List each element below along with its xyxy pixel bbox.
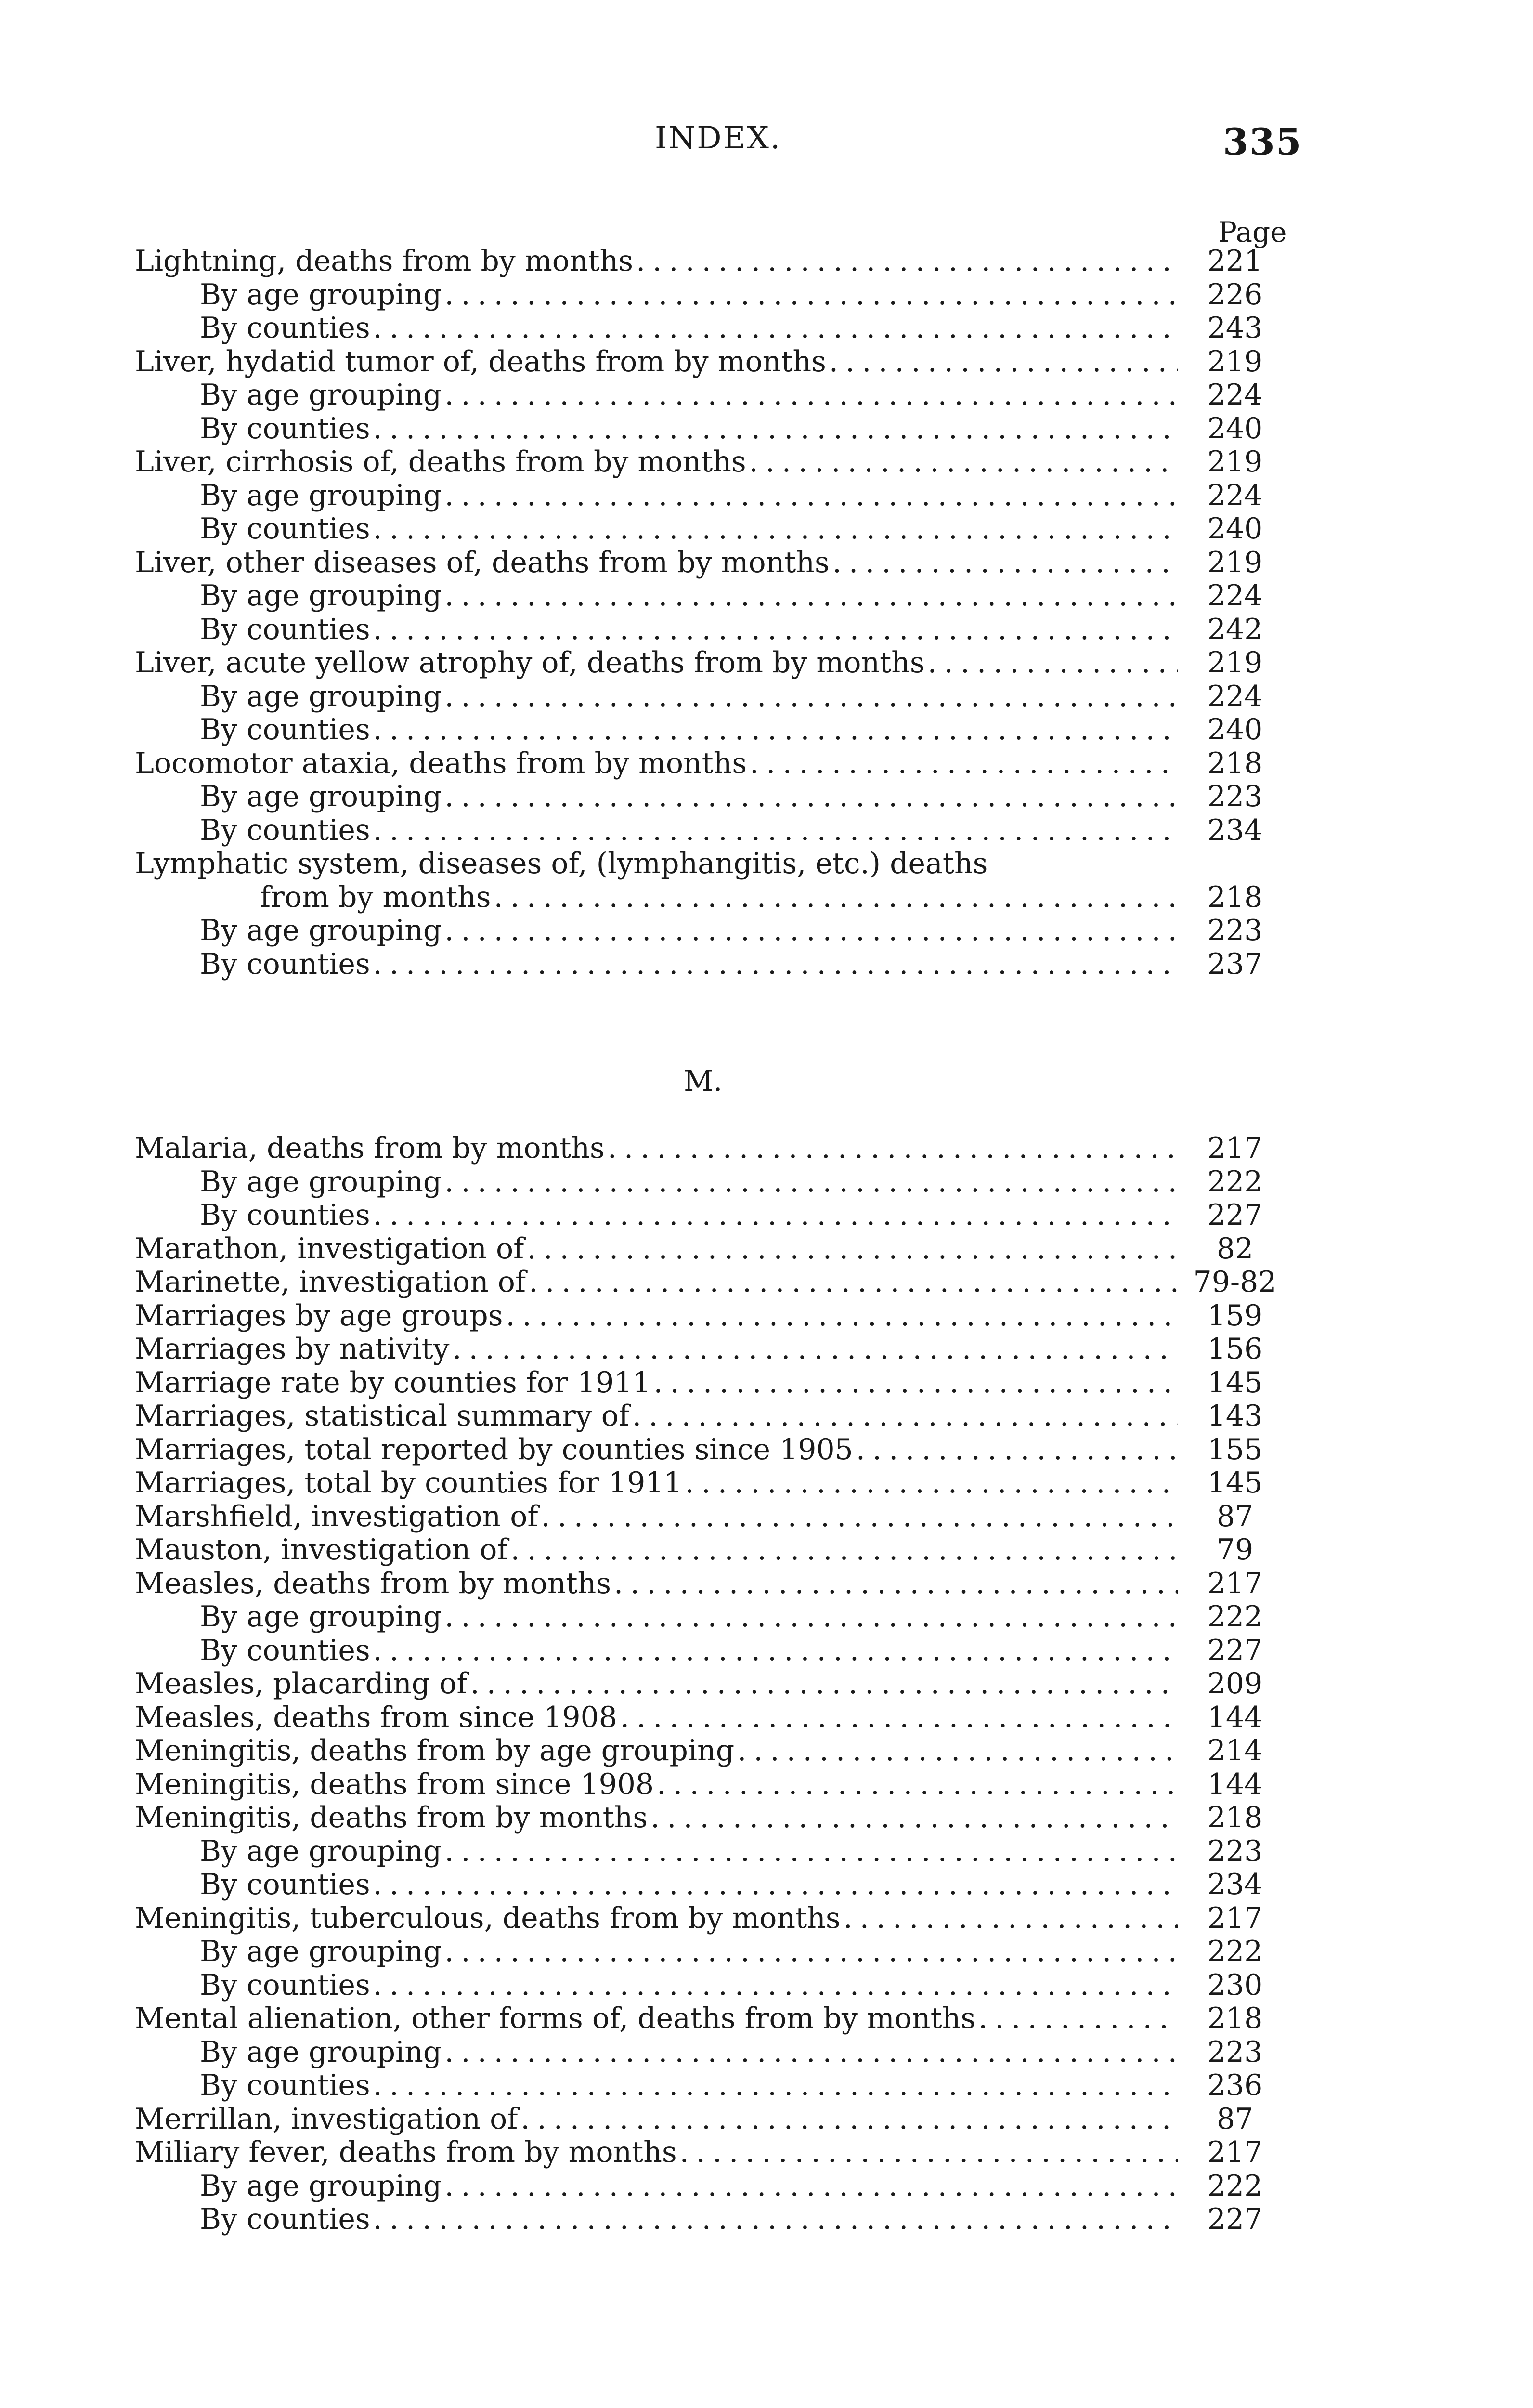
index-entry-text: By counties [200, 947, 370, 981]
index-entry-text: By age grouping [200, 1834, 442, 1868]
index-entry-text: Liver, acute yellow atrophy of, deaths from by months [135, 646, 925, 680]
index-entry-text: Marriages, total reported by counties since 1905 [135, 1432, 853, 1466]
dot-leader [444, 1835, 1178, 1869]
index-entry-page: 240 [1207, 512, 1263, 546]
index-entry-text: Liver, cirrhosis of, deaths from by months [135, 445, 746, 479]
index-entry-text: Measles, placarding of [135, 1667, 468, 1701]
index-entry [116, 1333, 1281, 1366]
index-entry-text: Measles, deaths from since 1908 [135, 1700, 617, 1734]
index-entry [116, 345, 1281, 379]
index-entry-text: Measles, deaths from by months [135, 1566, 611, 1600]
index-entry-page: 218 [1207, 880, 1263, 914]
dot-leader [978, 2002, 1178, 2036]
index-entry [116, 680, 1281, 714]
index-entry [116, 1868, 1281, 1902]
index-entry-page: 214 [1207, 1734, 1263, 1767]
dot-leader [632, 1400, 1178, 1433]
dot-leader [373, 1868, 1178, 1902]
dot-leader [373, 1969, 1178, 2002]
dot-leader [444, 479, 1178, 513]
index-entry [116, 1400, 1281, 1433]
index-entry [116, 814, 1281, 848]
index-entry-page: 222 [1207, 1600, 1263, 1634]
index-entry [116, 1835, 1281, 1869]
index-entry-text: By counties [200, 1968, 370, 2002]
index-entry-page: 224 [1207, 679, 1263, 713]
index-entry-page: 223 [1207, 2035, 1263, 2069]
dot-leader [541, 1500, 1178, 1534]
index-entry-text: By counties [200, 1868, 370, 1901]
index-entry-text: Mauston, investigation of [135, 1533, 508, 1567]
index-entry [116, 1600, 1281, 1634]
index-entry-page: 217 [1207, 2135, 1263, 2169]
index-entry [116, 2170, 1281, 2203]
dot-leader [506, 1299, 1178, 1333]
index-entry-page: 227 [1207, 1633, 1263, 1667]
index-entry-text: Meningitis, deaths from by months [135, 1801, 648, 1834]
index-entry-page: 223 [1207, 780, 1263, 813]
index-entry-page: 218 [1207, 746, 1263, 780]
dot-leader [470, 1667, 1178, 1701]
index-entry-text: By age grouping [200, 378, 442, 412]
dot-leader [844, 1902, 1178, 1936]
index-entry [116, 278, 1281, 312]
index-entry-text: By counties [200, 2202, 370, 2236]
index-entry-text: Marriages, total by counties for 1911 [135, 1466, 682, 1500]
dot-leader [444, 2036, 1178, 2069]
dot-leader [373, 412, 1178, 446]
index-entry [116, 412, 1281, 446]
index-entry [116, 1366, 1281, 1400]
index-entry-text: By age grouping [200, 2035, 442, 2069]
index-entry-page: 87 [1216, 1499, 1254, 1533]
dot-leader [749, 445, 1178, 479]
dot-leader [373, 512, 1178, 546]
dot-leader [373, 713, 1178, 747]
index-entry [116, 1634, 1281, 1668]
index-entry-page: 79 [1216, 1533, 1254, 1567]
dot-leader [527, 1232, 1178, 1266]
index-entry-text: By age grouping [200, 579, 442, 613]
dot-leader [373, 2069, 1178, 2103]
index-entry-page: 222 [1207, 1165, 1263, 1199]
index-entry-text: Meningitis, deaths from since 1908 [135, 1767, 654, 1801]
dot-leader [750, 747, 1178, 781]
index-entry-text: By age grouping [200, 478, 442, 512]
dot-leader [636, 245, 1178, 278]
dot-leader [373, 2203, 1178, 2237]
running-head: INDEX. [655, 120, 782, 156]
dot-leader [928, 646, 1178, 680]
index-entry [116, 2002, 1281, 2036]
index-entry-text: Malaria, deaths from by months [135, 1131, 605, 1165]
index-entry-page: 217 [1207, 1131, 1263, 1165]
dot-leader [737, 1734, 1178, 1768]
dot-leader [444, 680, 1178, 714]
dot-leader [614, 1567, 1178, 1601]
index-entry-page: 223 [1207, 914, 1263, 947]
index-entry-page: 82 [1216, 1231, 1254, 1266]
index-entry-text: Liver, other diseases of, deaths from by months [135, 545, 830, 579]
dot-leader [444, 278, 1178, 312]
index-entry-page: 217 [1207, 1901, 1263, 1935]
index-entry [116, 1701, 1281, 1735]
dot-leader [373, 948, 1178, 982]
index-entry [116, 1466, 1281, 1500]
index-entry-page: 236 [1207, 2068, 1263, 2102]
index-entry [116, 245, 1281, 278]
index-entry-page: 209 [1207, 1667, 1263, 1701]
index-entry-text: By age grouping [200, 2169, 442, 2203]
dot-leader [373, 1199, 1178, 1232]
dot-leader [511, 1533, 1178, 1567]
index-entry-page: 87 [1216, 2102, 1254, 2136]
dot-leader [444, 2170, 1178, 2203]
index-entry-page: 234 [1207, 813, 1263, 847]
index-entry-text: By counties [200, 311, 370, 345]
index-entry-page: 224 [1207, 478, 1263, 512]
index-entry [116, 512, 1281, 546]
index-entry-text: Meningitis, tuberculous, deaths from by months [135, 1901, 841, 1935]
index-entry-text: By age grouping [200, 1935, 442, 1968]
dot-leader [373, 1634, 1178, 1668]
index-entry-text: By counties [200, 2068, 370, 2102]
index-entry-page: 240 [1207, 411, 1263, 445]
index-entry [116, 579, 1281, 613]
index-entry-page: 155 [1207, 1432, 1263, 1466]
index-entry-text: By counties [200, 411, 370, 445]
index-entry [116, 881, 1281, 915]
dot-leader [620, 1701, 1178, 1735]
dot-leader [373, 814, 1178, 848]
index-entry-text: Liver, hydatid tumor of, deaths from by months [135, 344, 826, 379]
index-entry [116, 1232, 1281, 1266]
index-entry-text: By counties [200, 512, 370, 546]
index-entry-text: Locomotor ataxia, deaths from by months [135, 746, 747, 780]
index-entry-text: By counties [200, 713, 370, 746]
index-entry [116, 1266, 1281, 1299]
index-entry-text: By age grouping [200, 780, 442, 813]
index-entry [116, 1299, 1281, 1333]
index-entry-text: Marriages, statistical summary of [135, 1399, 630, 1433]
index-entry [116, 479, 1281, 513]
dot-leader [444, 1935, 1178, 1969]
dot-leader [654, 1366, 1178, 1400]
index-entry-text: By counties [200, 612, 370, 646]
dot-leader [444, 1165, 1178, 1199]
index-entry-text: Mental alienation, other forms of, deaths from by months [135, 2002, 976, 2035]
index-entry-page: 243 [1207, 311, 1263, 345]
index-entry-text: By age grouping [200, 1600, 442, 1634]
index-entry-text: from by months [260, 880, 491, 914]
index-entry [116, 1667, 1281, 1701]
index-entry-page: 237 [1207, 947, 1263, 981]
dot-leader [529, 1266, 1178, 1299]
index-entry-text: Marathon, investigation of [135, 1231, 524, 1266]
index-entry-text: Meningitis, deaths from by age grouping [135, 1734, 735, 1767]
dot-leader [494, 881, 1178, 915]
dot-leader [373, 613, 1178, 647]
dot-leader [680, 2136, 1178, 2170]
index-entry-text: By age grouping [200, 277, 442, 312]
dot-leader [832, 546, 1178, 580]
section-letter-m: M. [684, 1064, 723, 1098]
index-entry [116, 948, 1281, 982]
index-entry-page: 222 [1207, 2169, 1263, 2203]
index-entry-text: By counties [200, 813, 370, 847]
index-entry [116, 2069, 1281, 2103]
index-entry-text: Lightning, deaths from by months [135, 244, 634, 278]
index-entry [116, 2103, 1281, 2136]
index-entry [116, 613, 1281, 647]
index-section-m [116, 1132, 1281, 2237]
index-entry-page: 219 [1207, 344, 1263, 379]
index-entry-text: Marshfield, investigation of [135, 1499, 538, 1533]
index-entry-page: 143 [1207, 1399, 1263, 1433]
index-entry-page: 218 [1207, 1801, 1263, 1834]
index-entry [116, 1533, 1281, 1567]
index-entry [116, 713, 1281, 747]
index-entry [116, 1734, 1281, 1768]
index-entry-page: 242 [1207, 612, 1263, 646]
index-entry-page: 218 [1207, 2002, 1263, 2035]
index-entry-page: 219 [1207, 646, 1263, 680]
index-entry [116, 1768, 1281, 1802]
index-entry-text: By age grouping [200, 914, 442, 947]
index-entry-text: Marriages by age groups [135, 1298, 503, 1333]
dot-leader [657, 1768, 1178, 1802]
index-entry-text: Miliary fever, deaths from by months [135, 2135, 677, 2169]
index-entry [116, 546, 1281, 580]
index-entry-text: Marinette, investigation of [135, 1265, 526, 1299]
index-entry [116, 2036, 1281, 2069]
index-entry [116, 780, 1281, 814]
index-entry [116, 914, 1281, 948]
index-entry-text: Lymphatic system, diseases of, (lymphangitis, etc.) deaths [135, 847, 988, 880]
page-column-heading: Page [1218, 216, 1287, 249]
dot-leader [520, 2103, 1178, 2136]
index-entry [116, 646, 1281, 680]
index-entry-page: 230 [1207, 1968, 1263, 2002]
index-entry [116, 1500, 1281, 1534]
index-entry [116, 1801, 1281, 1835]
dot-leader [444, 579, 1178, 613]
index-entry-page: 145 [1207, 1466, 1263, 1500]
index-entry [116, 1969, 1281, 2002]
index-entry [116, 2136, 1281, 2170]
index-entry-page: 234 [1207, 1868, 1263, 1901]
index-section-l [116, 245, 1281, 981]
index-entry [116, 312, 1281, 345]
index-entry-page: 224 [1207, 378, 1263, 412]
index-entry-page: 219 [1207, 545, 1263, 579]
index-entry-text: Merrillan, investigation of [135, 2102, 518, 2136]
index-entry-page: 217 [1207, 1566, 1263, 1600]
index-entry-page: 224 [1207, 579, 1263, 613]
index-entry [116, 847, 1281, 881]
index-entry-text: Marriage rate by counties for 1911 [135, 1365, 651, 1400]
index-entry [116, 747, 1281, 781]
dot-leader [453, 1333, 1178, 1366]
index-entry-page: 156 [1207, 1332, 1263, 1366]
dot-leader [444, 1600, 1178, 1634]
index-entry-text: By age grouping [200, 679, 442, 713]
index-entry-page: 240 [1207, 713, 1263, 746]
index-entry [116, 2203, 1281, 2237]
index-entry-page: 226 [1207, 277, 1263, 312]
dot-leader [444, 914, 1178, 948]
index-entry-page: 223 [1207, 1834, 1263, 1868]
index-entry-page: 227 [1207, 1198, 1263, 1232]
index-entry [116, 1935, 1281, 1969]
dot-leader [856, 1433, 1178, 1467]
page-number: 335 [1223, 120, 1302, 163]
index-entry-page: 222 [1207, 1935, 1263, 1968]
index-entry [116, 1199, 1281, 1232]
index-entry-page: 144 [1207, 1767, 1263, 1801]
dot-leader [444, 780, 1178, 814]
index-entry [116, 1567, 1281, 1601]
index-entry-text: By counties [200, 1633, 370, 1667]
index-entry [116, 445, 1281, 479]
index-entry [116, 1433, 1281, 1467]
index-entry-page: 221 [1207, 244, 1263, 278]
index-entry-page: 145 [1207, 1365, 1263, 1400]
index-entry-page: 159 [1207, 1298, 1263, 1333]
index-entry-page: 79-82 [1193, 1265, 1277, 1299]
index-entry [116, 1902, 1281, 1936]
index-entry [116, 379, 1281, 412]
index-entry [116, 1132, 1281, 1165]
dot-leader [650, 1801, 1178, 1835]
index-entry-text: Marriages by nativity [135, 1332, 450, 1366]
dot-leader [685, 1466, 1178, 1500]
index-entry-text: By counties [200, 1198, 370, 1232]
index-entry-text: By age grouping [200, 1165, 442, 1199]
index-entry-page: 219 [1207, 445, 1263, 479]
index-entry [116, 1165, 1281, 1199]
dot-leader [444, 379, 1178, 412]
index-entry-page: 227 [1207, 2202, 1263, 2236]
index-entry-page: 144 [1207, 1700, 1263, 1734]
dot-leader [373, 312, 1178, 345]
dot-leader [829, 345, 1178, 379]
dot-leader [608, 1132, 1178, 1165]
